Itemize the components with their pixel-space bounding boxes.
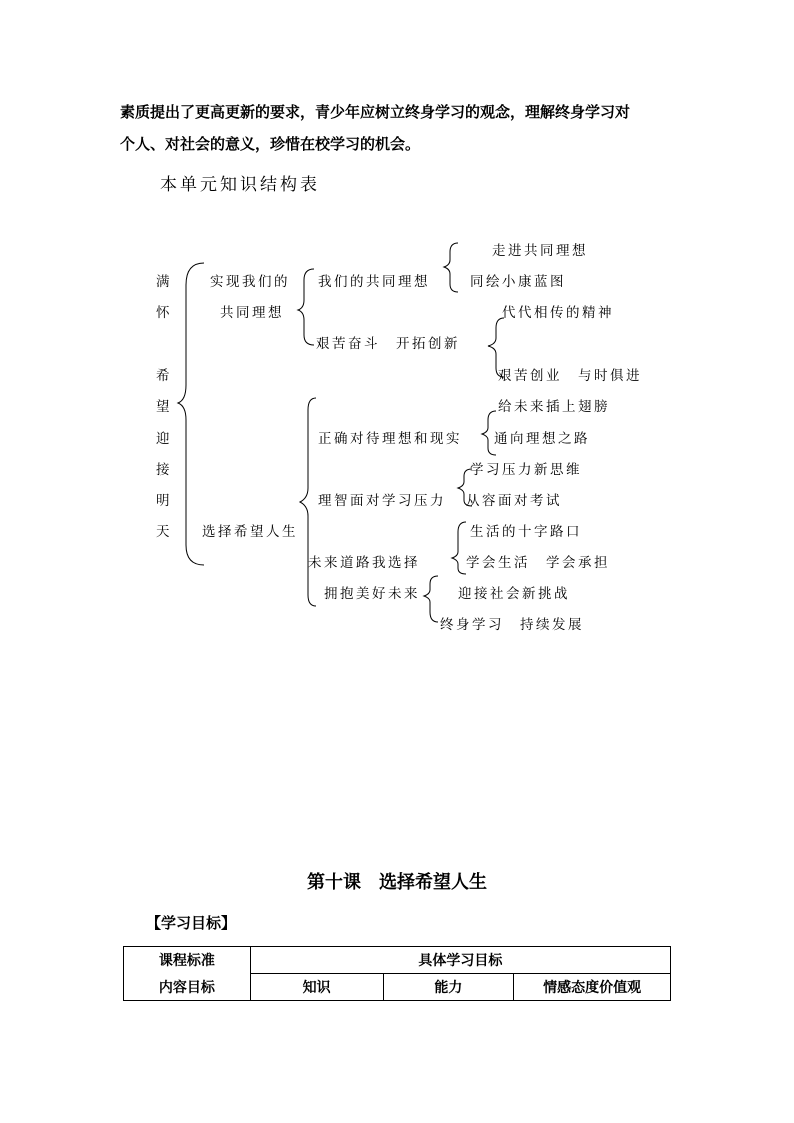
b2-sub1-item: 通向理想之路 (494, 431, 590, 447)
b2sub4-brace (424, 576, 438, 622)
b2sub3-brace (452, 522, 466, 574)
b1sub1-brace (444, 243, 458, 292)
table-subheader: 知识 (250, 974, 383, 1001)
table-subheader: 能力 (383, 974, 514, 1001)
root-char: 明 (156, 493, 170, 509)
b2-sub1-label: 正确对待理想和现实 (318, 431, 462, 447)
b2-sub4-label: 拥抱美好未来 (324, 586, 420, 602)
b1-sub2-label: 艰苦奋斗 开拓创新 (316, 336, 460, 352)
b1-sub1-label: 我们的共同理想 (318, 274, 430, 290)
table-cell: 课程标准 (124, 947, 251, 974)
b2-sub3-item: 学会生活 学会承担 (466, 555, 610, 571)
table-row (124, 974, 671, 1001)
branch1-label-line1: 实现我们的 (210, 274, 290, 290)
root-char: 满 (156, 274, 170, 290)
b2-sub2-item: 从容面对考试 (466, 493, 562, 509)
b1-sub1-item: 走进共同理想 (492, 243, 588, 259)
b2-sub2-item: 学习压力新思维 (470, 462, 582, 478)
intro-line-1: 素质提出了更高更新的要求，青少年应树立终身学习的观念，理解终身学习对 (120, 103, 631, 121)
root-char: 迎 (156, 431, 170, 447)
b2-sub4-item: 终身学习 持续发展 (440, 617, 584, 633)
root-brace (178, 263, 204, 565)
b2-sub2-label: 理智面对学习压力 (318, 493, 446, 509)
b1-sub2-item: 代代相传的精神 (502, 305, 614, 321)
b2-sub3-label: 未来道路我选择 (308, 555, 420, 571)
table-subheader: 情感态度价值观 (514, 974, 671, 1001)
root-char: 接 (156, 462, 170, 478)
table-header: 具体学习目标 (250, 947, 670, 974)
goals-table (123, 946, 671, 1001)
root-char: 望 (156, 399, 170, 415)
b1-sub2-item: 艰苦创业 与时俱进 (498, 368, 642, 384)
intro-line-2: 个人、对社会的意义，珍惜在校学习的机会。 (120, 135, 421, 153)
root-char: 希 (156, 368, 170, 384)
b2-sub4-item: 迎接社会新挑战 (458, 586, 570, 602)
branch2-brace (300, 398, 316, 606)
root-char: 怀 (156, 305, 170, 321)
branch1-label-line2: 共同理想 (220, 305, 284, 321)
branch2-label: 选择希望人生 (202, 524, 298, 540)
b1-sub1-item: 同绘小康蓝图 (470, 274, 566, 290)
structure-caption: 本单元知识结构表 (160, 175, 320, 195)
b2-sub1-item: 给未来插上翅膀 (498, 399, 610, 415)
root-char: 天 (156, 524, 170, 540)
lesson-title: 第十课 选择希望人生 (307, 872, 487, 893)
section-label: 【学习目标】 (146, 914, 237, 932)
table-cell: 内容目标 (124, 974, 251, 1001)
table-row (124, 947, 671, 974)
b2-sub3-item: 生活的十字路口 (470, 524, 582, 540)
branch1-brace (298, 269, 314, 345)
